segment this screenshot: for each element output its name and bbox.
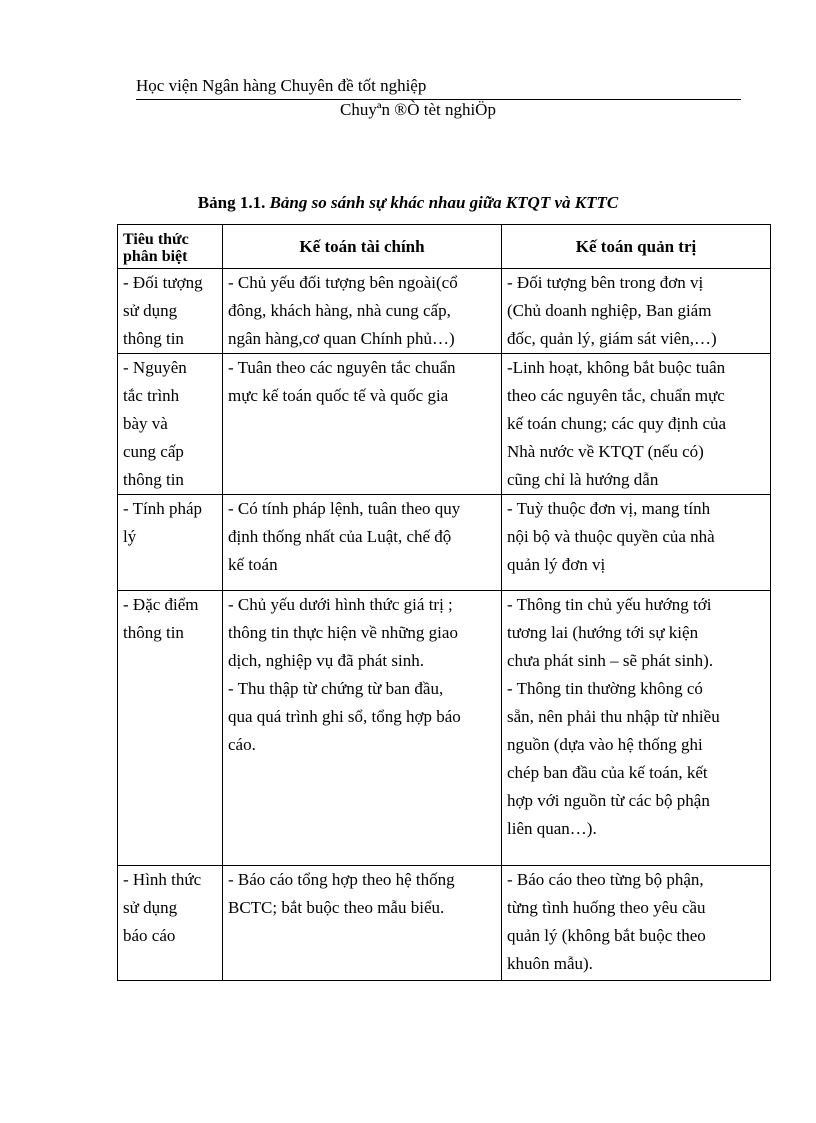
cell-line: khuôn mẫu). [507,954,593,973]
cell-line: ngân hàng,cơ quan Chính phủ…) [228,329,455,348]
table-row [118,495,771,591]
table-row [118,866,771,981]
cell-criterion [118,495,223,591]
cell-line: - Đặc điểm [123,595,199,614]
cell-line: đông, khách hàng, nhà cung cấp, [228,301,451,320]
cell-financial [223,591,502,866]
table-row [118,354,771,495]
cell-line: - Đối tượng bên trong đơn vị [507,273,704,292]
cell-line: qua quá trình ghi sổ, tổng hợp báo [228,707,461,726]
cell-line: - Báo cáo tổng hợp theo hệ thống [228,870,455,889]
cell-line: chép ban đầu của kế toán, kết [507,763,708,782]
cell-line: - Tuân theo các nguyên tắc chuẩn [228,358,456,377]
cell-management [502,495,771,591]
cell-line: sẵn, nên phải thu nhập từ nhiều [507,707,720,726]
cell-line: - Thu thập từ chứng từ ban đầu, [228,679,444,698]
cell-management [502,354,771,495]
cell-line: từng tình huống theo yêu cầu [507,898,706,917]
cell-line: cũng chỉ là hướng dẫn [507,470,659,489]
cell-line: đốc, quản lý, giám sát viên,…) [507,329,717,348]
table-caption [0,193,816,213]
cell-line: nguồn (dựa vào hệ thống ghi [507,735,703,754]
table-row [118,591,771,866]
cell-line: - Thông tin thường không có [507,679,703,698]
cell-line: - Chủ yếu dưới hình thức giá trị ; [228,595,453,614]
table-caption-prefix: Bảng 1.1. [197,193,266,212]
cell-criterion [118,269,223,354]
cell-line: - Có tính pháp lệnh, tuân theo quy [228,499,461,518]
cell-line: quản lý đơn vị [507,555,606,574]
cell-line: -Linh hoạt, không bắt buộc tuân [507,358,726,377]
table-row [118,269,771,354]
comparison-table [117,224,771,981]
cell-line: - Chủ yếu đối tượng bên ngoài(cổ [228,273,458,292]
cell-line: hợp với nguồn từ các bộ phận [507,791,710,810]
cell-line: - Đối tượng [123,273,203,292]
cell-financial [223,269,502,354]
cell-financial [223,354,502,495]
cell-line: BCTC; bắt buộc theo mẫu biểu. [228,898,445,917]
header-criterion: Tiêu thức phân biệt [118,225,223,269]
cell-line: sử dụng [123,301,178,320]
cell-line: nội bộ và thuộc quyền của nhà [507,527,715,546]
cell-line: bày và [123,414,168,433]
cell-line: dịch, nghiệp vụ đã phát sinh. [228,651,424,670]
cell-line: tương lai (hướng tới sự kiện [507,623,699,642]
cell-line: lý [123,527,137,546]
header-management-accounting: Kế toán quản trị [502,225,771,269]
cell-criterion [118,591,223,866]
cell-line: Nhà nước về KTQT (nếu có) [507,442,704,461]
cell-line: - Thông tin chủ yếu hướng tới [507,595,712,614]
cell-line: - Báo cáo theo từng bộ phận, [507,870,704,889]
cell-line: tắc trình [123,386,180,405]
cell-criterion [118,354,223,495]
cell-line: - Tuỳ thuộc đơn vị, mang tính [507,499,711,518]
cell-management [502,269,771,354]
cell-line: cung cấp [123,442,184,461]
running-header: Học viện Ngân hàng Chuyên đề tốt nghiệp [136,76,427,95]
cell-line: chưa phát sinh – sẽ phát sinh). [507,651,714,670]
cell-line: thông tin [123,623,184,642]
cell-line: mực kế toán quốc tế và quốc gia [228,386,449,405]
cell-line: thông tin [123,329,184,348]
cell-line: (Chủ doanh nghiệp, Ban giám [507,301,712,320]
cell-criterion [118,866,223,981]
cell-line: thông tin [123,470,184,489]
header-financial-accounting: Kế toán tài chính [223,225,502,269]
table-caption-title: Bảng so sánh sự khác nhau giữa KTQT và KTTC [269,193,619,212]
cell-financial [223,866,502,981]
cell-line: thông tin thực hiện về những giao [228,623,458,642]
cell-management [502,591,771,866]
cell-line: kế toán chung; các quy định của [507,414,727,433]
cell-line: - Hình thức [123,870,202,889]
cell-line: theo các nguyên tắc, chuẩn mực [507,386,725,405]
cell-line: định thống nhất của Luật, chế độ [228,527,452,546]
cell-line: - Nguyên [123,358,187,377]
cell-line: sử dụng [123,898,178,917]
cell-line: báo cáo [123,926,176,945]
cell-line: quản lý (không bắt buộc theo [507,926,706,945]
cell-line: kế toán [228,555,278,574]
cell-line: liên quan…). [507,819,597,838]
cell-line: - Tính pháp [123,499,203,518]
cell-financial [223,495,502,591]
running-header-legacy-font: Chuyªn ®Ò tèt nghiÖp [340,100,496,119]
cell-line: cáo. [228,735,256,754]
table-header-row [118,225,771,269]
cell-management [502,866,771,981]
